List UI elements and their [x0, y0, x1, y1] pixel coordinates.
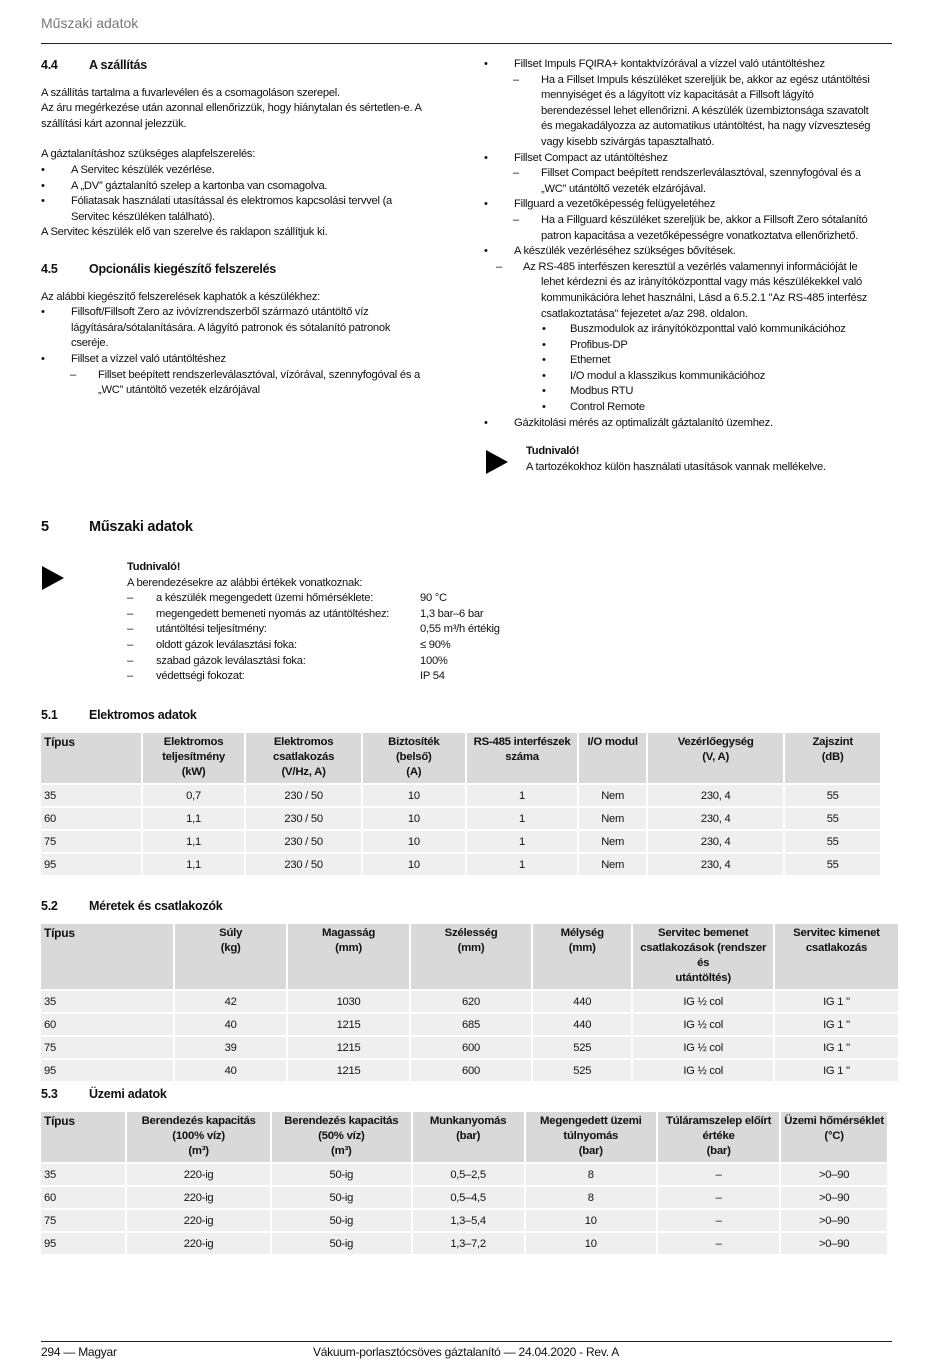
column-header: Biztosíték (belső) (A) — [363, 733, 465, 783]
table-cell: 1 — [467, 831, 578, 852]
page-number: 294 — Magyar — [41, 1345, 117, 1359]
table-row — [41, 1164, 887, 1185]
column-header: Mélység (mm) — [533, 924, 631, 989]
table-cell: 60 — [41, 808, 141, 829]
spec-row: – oldott gázok leválasztási foka: ≤ 90% — [127, 638, 451, 651]
table-cell: 35 — [41, 1164, 125, 1185]
table-cell: 50-ig — [272, 1187, 411, 1208]
table-cell: 0,5–4,5 — [413, 1187, 524, 1208]
list-item: • A készülék vezérléséhez szükséges bővítések. — [484, 245, 736, 258]
header-rule — [41, 43, 892, 44]
dimensions-table — [39, 922, 900, 1083]
table-cell: 8 — [526, 1187, 656, 1208]
table-cell: 35 — [41, 991, 173, 1012]
table-cell: 60 — [41, 1187, 125, 1208]
table-cell: 525 — [533, 1037, 631, 1058]
table-row — [41, 1210, 887, 1231]
table-cell: 230 / 50 — [246, 854, 361, 875]
table-cell: IG ½ col — [633, 991, 772, 1012]
column-header: Szélesség (mm) — [411, 924, 531, 989]
paragraph: A szállítás tartalma a fuvarlevélen és a csomagoláson szerepel. — [41, 86, 340, 99]
table-cell: IG ½ col — [633, 1060, 772, 1081]
note-arrow-icon — [42, 566, 64, 590]
column-header: Elektromos csatlakozás (V/Hz, A) — [246, 733, 361, 783]
table-cell: >0–90 — [781, 1210, 887, 1231]
column-header: Vezérlőegység (V, A) — [648, 733, 783, 783]
note-box — [526, 444, 896, 475]
table-cell: 95 — [41, 1233, 125, 1254]
table-row — [41, 831, 880, 852]
table-row — [41, 991, 898, 1012]
sub-sub-list-item: • Control Remote — [542, 401, 645, 414]
column-header: Típus — [41, 733, 141, 783]
table-cell: 42 — [175, 991, 286, 1012]
table-cell: 525 — [533, 1060, 631, 1081]
sub-sub-list-item: • Modbus RTU — [542, 385, 634, 398]
table-cell: 1,1 — [143, 854, 244, 875]
table-cell: 1215 — [288, 1060, 409, 1081]
sub-list-item: – Ha a Fillguard készüléket szereljük be, akkor a Fillsoft Zero sótalanító patron kapacitása a vezetőképességre vonatkoztatva ellenőrizhető. — [513, 213, 868, 242]
table-cell: 230 / 50 — [246, 785, 361, 806]
table-cell: IG 1 " — [775, 991, 898, 1012]
table-cell: Nem — [579, 785, 646, 806]
table-cell: IG ½ col — [633, 1037, 772, 1058]
note-title: Tudnivaló! — [526, 445, 580, 457]
table-cell: 0,5–2,5 — [413, 1164, 524, 1185]
table-cell: 220-ig — [127, 1187, 270, 1208]
column-header: Berendezés kapacitás (50% víz) (m³) — [272, 1112, 411, 1162]
sub-list-item: – Fillset beépített rendszerleválasztóval, vízórával, szennyfogóval és a „WC” utántöltő vezeték elzárójával — [70, 368, 421, 397]
table-cell: – — [658, 1187, 779, 1208]
section-4-4 — [41, 58, 451, 241]
table-cell: 39 — [175, 1037, 286, 1058]
operating-data-table — [39, 1110, 889, 1256]
table-cell: 600 — [411, 1060, 531, 1081]
section-heading: 5.1 Elektromos adatok — [41, 708, 197, 722]
table-header-row — [41, 924, 898, 989]
paragraph: A Servitec készülék elő van szerelve és raklapon szállítjuk ki. — [41, 226, 328, 239]
table-cell: IG 1 " — [775, 1014, 898, 1035]
column-header: Munkanyomás (bar) — [413, 1112, 524, 1162]
table-cell: 55 — [785, 785, 880, 806]
list-item: • Fillset Impuls FQIRA+ kontaktvízórával a vízzel való utántöltéshez — [484, 58, 825, 70]
sub-sub-list-item: • Profibus-DP — [542, 338, 628, 351]
note-arrow-icon — [486, 450, 508, 474]
table-row — [41, 1187, 887, 1208]
list-item: • A „DV” gáztalanító szelep a kartonba van csomagolva. — [41, 179, 328, 192]
table-cell: 230, 4 — [648, 785, 783, 806]
table-cell: 40 — [175, 1060, 286, 1081]
table-cell: 1215 — [288, 1037, 409, 1058]
table-cell: 685 — [411, 1014, 531, 1035]
table-cell: 35 — [41, 785, 141, 806]
list-item: • Fillset a vízzel való utántöltéshez — [41, 352, 226, 365]
list-item: • Fillset Compact az utántöltéshez — [484, 151, 668, 164]
table-row — [41, 808, 880, 829]
paragraph: Az áru megérkezése után azonnal ellenőrizzük, hogy hiánytalan és sértetlen-e. A — [41, 102, 422, 115]
table-row — [41, 1014, 898, 1035]
table-cell: 95 — [41, 854, 141, 875]
table-cell: 1 — [467, 785, 578, 806]
note-text: A tartozékokhoz külön használati utasítások vannak mellékelve. — [526, 460, 826, 473]
table-cell: – — [658, 1233, 779, 1254]
spec-row: – megengedett bemeneti nyomás az utántöltéshez: 1,3 bar–6 bar — [127, 607, 484, 620]
table-cell: IG 1 " — [775, 1060, 898, 1081]
list-item: • A Servitec készülék vezérlése. — [41, 163, 215, 176]
column-header: Típus — [41, 1112, 125, 1162]
note-box — [127, 560, 587, 685]
section-heading: 4.5 Opcionális kiegészítő felszerelés — [41, 262, 276, 276]
column-header: I/O modul — [579, 733, 646, 783]
table-cell: 50-ig — [272, 1164, 411, 1185]
table-cell: 0,7 — [143, 785, 244, 806]
section-4-5 — [41, 262, 451, 399]
list-item: • Fillguard a vezetőképesség felügyeletéhez — [484, 198, 716, 211]
sub-list-item: – Ha a Fillset Impuls készüléket szereljük be, akkor az egész utántöltési mennyiséget és a lágyított víz kapacitását a Fillsoft lágyító berendezéssel lehet ellenőrizni. A készülék üzembiztonsága szavatolt és megakadályozza az automatikus utántöltést, ha nagy vízveszteség vagy kisebb szivárgás tapasztalható. — [513, 73, 871, 148]
spec-row: – védettségi fokozat: IP 54 — [127, 670, 445, 683]
right-column-list — [484, 57, 896, 431]
table-cell: 1,1 — [143, 808, 244, 829]
table-cell: 10 — [363, 831, 465, 852]
electrical-data-table — [39, 731, 882, 877]
paragraph: A gáztalanításhoz szükséges alapfelszerelés: — [41, 148, 256, 161]
sub-list-item: – Fillset Compact beépített rendszerleválasztóval, szennyfogóval és a „WC” utántöltő vezeték elzárójával. — [513, 167, 861, 195]
table-row — [41, 785, 880, 806]
column-header: Megengedett üzemi túlnyomás (bar) — [526, 1112, 656, 1162]
footer-rule — [41, 1341, 892, 1342]
paragraph: szállítási kárt azonnal jelezzük. — [41, 117, 187, 130]
table-cell: 8 — [526, 1164, 656, 1185]
table-header-row — [41, 733, 880, 783]
list-item: • Fóliatasak használati utasítással és elektromos kapcsolási tervvel (a Servitec készüléken található). — [41, 195, 393, 223]
table-cell: 95 — [41, 1060, 173, 1081]
table-cell: 55 — [785, 831, 880, 852]
note-intro: A berendezésekre az alábbi értékek vonatkoznak: — [127, 576, 363, 589]
table-cell: 10 — [363, 808, 465, 829]
chapter-heading: 5 Műszaki adatok — [41, 519, 193, 535]
table-cell: 55 — [785, 808, 880, 829]
table-cell: 50-ig — [272, 1210, 411, 1231]
table-cell: 1 — [467, 808, 578, 829]
column-header: Üzemi hőmérséklet (°C) — [781, 1112, 887, 1162]
table-cell: – — [658, 1210, 779, 1231]
sub-sub-list-item: • Buszmodulok az irányítóközponttal való kommunikációhoz — [542, 323, 846, 336]
table-cell: Nem — [579, 854, 646, 875]
running-header: Műszaki adatok — [41, 15, 139, 31]
table-cell: 10 — [526, 1210, 656, 1231]
table-cell: 220-ig — [127, 1233, 270, 1254]
table-cell: 60 — [41, 1014, 173, 1035]
table-row — [41, 854, 880, 875]
table-cell: >0–90 — [781, 1187, 887, 1208]
table-cell: 1,3–5,4 — [413, 1210, 524, 1231]
table-cell: 10 — [363, 785, 465, 806]
spec-row: – szabad gázok leválasztási foka: 100% — [127, 654, 448, 667]
list-item: • Gázkitolási mérés az optimalizált gáztalanító üzemhez. — [484, 416, 773, 429]
table-cell: IG ½ col — [633, 1014, 772, 1035]
column-header: Servitec kimenet csatlakozás — [775, 924, 898, 989]
table-cell: 230, 4 — [648, 831, 783, 852]
section-heading: 5.3 Üzemi adatok — [41, 1087, 167, 1101]
table-cell: 440 — [533, 991, 631, 1012]
table-cell: 10 — [526, 1233, 656, 1254]
spec-row: – a készülék megengedett üzemi hőmérséklete: 90 °C — [127, 592, 447, 605]
table-cell: 230 / 50 — [246, 831, 361, 852]
table-row — [41, 1060, 898, 1081]
column-header: Berendezés kapacitás (100% víz) (m³) — [127, 1112, 270, 1162]
table-cell: 1,1 — [143, 831, 244, 852]
section-heading: 5.2 Méretek és csatlakozók — [41, 899, 223, 913]
table-cell: 1,3–7,2 — [413, 1233, 524, 1254]
table-cell: 230, 4 — [648, 808, 783, 829]
table-cell: 50-ig — [272, 1233, 411, 1254]
table-cell: Nem — [579, 808, 646, 829]
table-row — [41, 1233, 887, 1254]
table-cell: 40 — [175, 1014, 286, 1035]
table-cell: 75 — [41, 831, 141, 852]
table-cell: – — [658, 1164, 779, 1185]
list-item: • Fillsoft/Fillsoft Zero az ivóvízrendszerből származó utántöltő víz lágyítására/sótalanítására. A lágyító patronok és sótalanító patronok cseréje. — [41, 306, 391, 350]
table-header-row — [41, 1112, 887, 1162]
table-cell: 10 — [363, 854, 465, 875]
column-header: Súly (kg) — [175, 924, 286, 989]
table-cell: 1215 — [288, 1014, 409, 1035]
note-title: Tudnivaló! — [127, 561, 181, 573]
table-cell: 600 — [411, 1037, 531, 1058]
table-cell: 1 — [467, 854, 578, 875]
table-cell: 55 — [785, 854, 880, 875]
table-cell: Nem — [579, 831, 646, 852]
table-cell: 440 — [533, 1014, 631, 1035]
table-cell: 220-ig — [127, 1210, 270, 1231]
table-cell: IG 1 " — [775, 1037, 898, 1058]
sub-sub-list-item: • Ethernet — [542, 354, 611, 367]
table-cell: 75 — [41, 1037, 173, 1058]
column-header: Zajszint (dB) — [785, 733, 880, 783]
table-cell: >0–90 — [781, 1164, 887, 1185]
table-cell: 75 — [41, 1210, 125, 1231]
paragraph: Az alábbi kiegészítő felszerelések kaphatók a készülékhez: — [41, 290, 321, 303]
column-header: Túláramszelep előírt értéke (bar) — [658, 1112, 779, 1162]
column-header: Servitec bemenet csatlakozások (rendszer és utántöltés) — [633, 924, 772, 989]
column-header: RS-485 interfészek száma — [467, 733, 578, 783]
spec-row: – utántöltési teljesítmény: 0,55 m³/h értékig — [127, 623, 500, 636]
table-cell: 620 — [411, 991, 531, 1012]
table-cell: 1030 — [288, 991, 409, 1012]
column-header: Típus — [41, 924, 173, 989]
table-cell: 230, 4 — [648, 854, 783, 875]
table-cell: 220-ig — [127, 1164, 270, 1185]
document-title: Vákuum-porlasztócsöves gáztalanító — 24.04.2020 - Rev. A — [313, 1345, 619, 1359]
column-header: Elektromos teljesítmény (kW) — [143, 733, 244, 783]
column-header: Magasság (mm) — [288, 924, 409, 989]
table-cell: >0–90 — [781, 1233, 887, 1254]
table-cell: 230 / 50 — [246, 808, 361, 829]
section-heading: 4.4 A szállítás — [41, 58, 147, 72]
sub-list-item: – Az RS-485 interfészen keresztül a vezérlés valamennyi információját le lehet kérdezni és az irányítóközponttal vagy más készülékekkel való kommunikációra lehet használni, Lásd a 6.5.2.1 "Az RS-485 interfész csatlakoztatása" fejezetet a/az 298. oldalon. — [496, 260, 868, 320]
sub-sub-list-item: • I/O modul a klasszikus kommunikációhoz — [542, 369, 766, 382]
table-row — [41, 1037, 898, 1058]
